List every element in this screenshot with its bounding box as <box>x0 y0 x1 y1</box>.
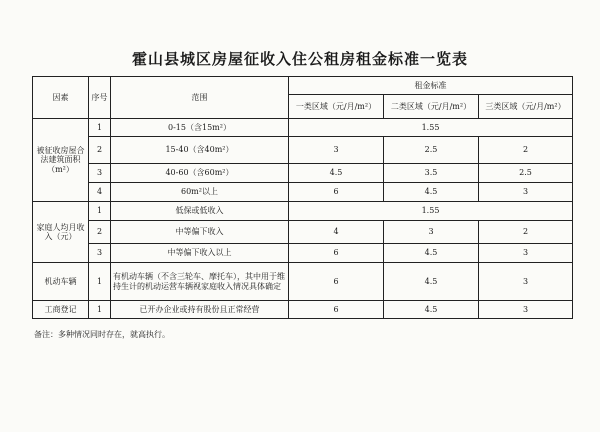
rent-zone2-cell: 3 <box>384 221 479 244</box>
range-cell: 15-40（含40m²） <box>111 137 289 164</box>
rent-merged-cell: 1.55 <box>289 202 573 221</box>
seq-cell: 1 <box>89 263 111 301</box>
seq-cell: 3 <box>89 164 111 183</box>
table-row <box>33 137 573 164</box>
rent-zone1-cell: 4 <box>289 221 384 244</box>
range-cell: 中等偏下收入以上 <box>111 244 289 263</box>
rent-zone1-cell: 6 <box>289 183 384 202</box>
rent-zone3-cell: 2 <box>479 137 573 164</box>
rent-zone1-cell: 4.5 <box>289 164 384 183</box>
rent-zone2-cell: 4.5 <box>384 263 479 301</box>
range-cell: 0-15（含15m²） <box>111 119 289 137</box>
range-cell: 有机动车辆（不含三轮车、摩托车），其中用于维持生计的机动运营车辆视家庭收入情况具体确定 <box>111 263 289 301</box>
range-cell: 40-60（含60m²） <box>111 164 289 183</box>
seq-cell: 2 <box>89 137 111 164</box>
header-zone2: 二类区域（元/月/m²） <box>384 95 479 119</box>
rent-zone1-cell: 6 <box>289 244 384 263</box>
factor-cell: 家庭人均月收入（元） <box>33 202 89 263</box>
rent-merged-cell: 1.55 <box>289 119 573 137</box>
seq-cell: 1 <box>89 301 111 319</box>
footnote: 备注：多种情况同时存在，就高执行。 <box>34 330 170 339</box>
table-row <box>33 263 573 301</box>
rent-zone2-cell: 2.5 <box>384 137 479 164</box>
seq-cell: 4 <box>89 183 111 202</box>
rent-zone2-cell: 4.5 <box>384 244 479 263</box>
header-zone3: 三类区域（元/月/m²） <box>479 95 573 119</box>
rent-zone3-cell: 3 <box>479 183 573 202</box>
range-cell: 中等偏下收入 <box>111 221 289 244</box>
table-row <box>33 202 573 221</box>
table-row <box>33 301 573 319</box>
rent-zone1-cell: 6 <box>289 263 384 301</box>
range-cell: 60m²以上 <box>111 183 289 202</box>
rent-zone1-cell: 3 <box>289 137 384 164</box>
header-zone1: 一类区域（元/月/m²） <box>289 95 384 119</box>
rent-zone3-cell: 2 <box>479 221 573 244</box>
table-row <box>33 119 573 137</box>
rent-zone2-cell: 3.5 <box>384 164 479 183</box>
factor-cell: 机动车辆 <box>33 263 89 301</box>
rent-zone3-cell: 3 <box>479 263 573 301</box>
seq-cell: 1 <box>89 119 111 137</box>
range-cell: 已开办企业或持有股份且正常经营 <box>111 301 289 319</box>
rent-zone3-cell: 3 <box>479 244 573 263</box>
page-title: 霍山县城区房屋征收入住公租房租金标准一览表 <box>131 50 468 68</box>
table-row <box>33 221 573 244</box>
table-row <box>33 164 573 183</box>
table-row <box>33 183 573 202</box>
range-cell: 低保或低收入 <box>111 202 289 221</box>
rent-zone2-cell: 4.5 <box>384 183 479 202</box>
factor-cell: 工商登记 <box>33 301 89 319</box>
seq-cell: 3 <box>89 244 111 263</box>
header-rent-standard: 租金标准 <box>289 77 573 95</box>
header-factor: 因素 <box>33 77 89 119</box>
header-range: 范围 <box>111 77 289 119</box>
factor-cell: 被征收房屋合法建筑面积（m²） <box>33 119 89 202</box>
header-seq: 序号 <box>89 77 111 119</box>
seq-cell: 2 <box>89 221 111 244</box>
rent-standard-table <box>32 76 573 319</box>
rent-zone2-cell: 4.5 <box>384 301 479 319</box>
table-row <box>33 244 573 263</box>
rent-zone1-cell: 6 <box>289 301 384 319</box>
rent-zone3-cell: 3 <box>479 301 573 319</box>
rent-zone3-cell: 2.5 <box>479 164 573 183</box>
header-row-top <box>33 77 573 95</box>
seq-cell: 1 <box>89 202 111 221</box>
